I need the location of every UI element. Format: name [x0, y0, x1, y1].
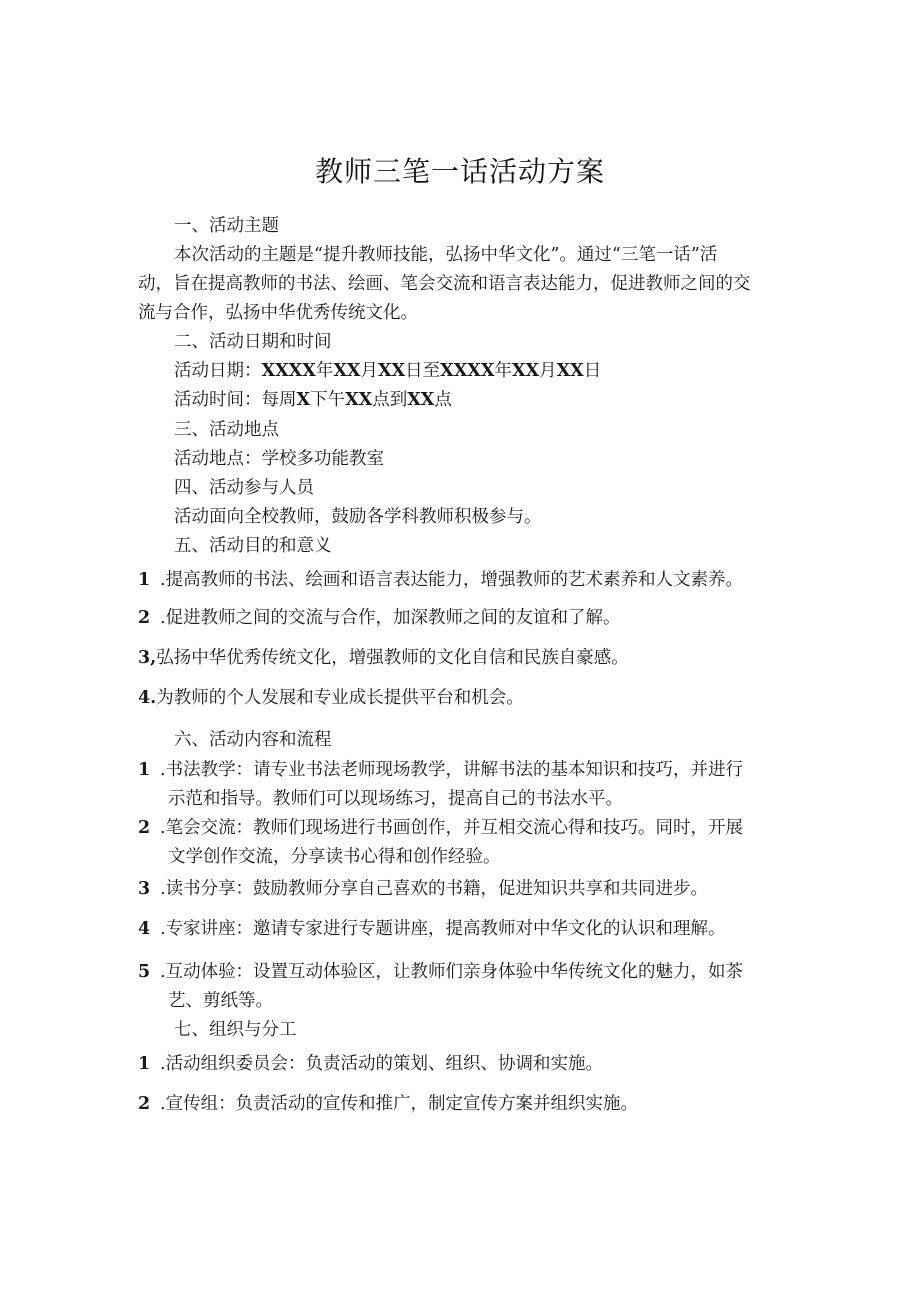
location-line: 活动地点：学校多功能教室 — [174, 449, 384, 469]
paragraph-line: 流与合作，弘扬中华优秀传统文化。 — [138, 303, 418, 323]
section-heading-organization: 七、组织与分工 — [174, 1020, 297, 1040]
section-heading-purpose: 五、活动目的和意义 — [174, 536, 332, 556]
date-unit: 年 — [315, 361, 334, 381]
list-text: .宣传组：负责活动的宣传和推广，制定宣传方案并组织实施。 — [160, 1094, 639, 1114]
list-number: 2 — [138, 818, 151, 838]
list-item-continuation: 艺、剪纸等。 — [168, 991, 273, 1011]
placeholder-day: XX — [556, 361, 584, 381]
list-item — [138, 1052, 603, 1076]
section-heading-date: 二、活动日期和时间 — [174, 332, 332, 352]
list-number: 1 — [138, 1054, 151, 1074]
activity-date-line — [174, 359, 601, 383]
section-heading-theme: 一、活动主题 — [174, 216, 279, 236]
list-number: 3 — [138, 879, 151, 899]
list-text: .互动体验：设置互动体验区，让教师们亲身体验中华传统文化的魅力，如茶 — [160, 962, 744, 982]
list-number: 4 — [138, 919, 151, 939]
list-text: .专家讲座：邀请专家进行专题讲座，提高教师对中华文化的认识和理解。 — [160, 919, 726, 939]
list-item-continuation: 文学创作交流，分享读书心得和创作经验。 — [168, 847, 501, 867]
list-item — [138, 758, 743, 782]
placeholder-hour: XX — [345, 390, 373, 410]
date-unit: 月 — [539, 361, 557, 381]
placeholder-hour: XX — [407, 390, 435, 410]
time-unit: 点 — [434, 390, 452, 410]
list-text: .活动组织委员会：负责活动的策划、组织、协调和实施。 — [160, 1054, 604, 1074]
list-number: 1 — [138, 570, 151, 590]
list-number: 5 — [138, 962, 151, 982]
activity-time-line — [174, 388, 452, 412]
list-number: 2 — [138, 608, 151, 628]
list-text: 弘扬中华优秀传统文化，增强教师的文化自信和民族自豪感。 — [156, 648, 629, 668]
list-number: 4. — [138, 688, 157, 708]
paragraph-line: 动，旨在提高教师的书法、绘画、笔会交流和语言表达能力，促进教师之间的交 — [138, 274, 751, 294]
list-item — [138, 917, 726, 941]
list-text: .读书分享：鼓励教师分享自己喜欢的书籍，促进知识共享和共同进步。 — [160, 879, 709, 899]
section-heading-participants: 四、活动参与人员 — [174, 478, 314, 498]
document-title: 教师三笔一话活动方案 — [314, 155, 605, 188]
section-heading-location: 三、活动地点 — [174, 420, 279, 440]
time-label: 活动时间：每周 — [174, 390, 297, 410]
list-text: .提高教师的书法、绘画和语言表达能力，增强教师的艺术素养和人文素养。 — [160, 570, 744, 590]
placeholder-year: XXXX — [440, 361, 495, 381]
list-number: 2 — [138, 1094, 151, 1114]
list-item — [138, 568, 743, 592]
time-unit: 点到 — [372, 390, 408, 410]
list-item-continuation: 示范和指导。教师们可以现场练习，提高自己的书法水平。 — [168, 789, 623, 809]
paragraph-line: 本次活动的主题是“提升教师技能，弘扬中华文化”。通过“三笔一话”活 — [174, 245, 718, 265]
list-item — [138, 646, 629, 670]
placeholder-weekday: X — [296, 390, 311, 410]
list-text: .促进教师之间的交流与合作，加深教师之间的友谊和了解。 — [160, 608, 621, 628]
time-unit: 下午 — [310, 390, 346, 410]
placeholder-month: XX — [511, 361, 540, 381]
participants-line: 活动面向全校教师，鼓励各学科教师积极参与。 — [174, 507, 542, 527]
list-text: .书法教学：请专业书法老师现场教学，讲解书法的基本知识和技巧，并进行 — [160, 760, 744, 780]
placeholder-day: XX — [377, 361, 406, 381]
list-item — [138, 606, 621, 630]
date-unit: 日 — [583, 361, 602, 381]
section-heading-content: 六、活动内容和流程 — [174, 730, 332, 750]
date-unit: 月 — [360, 361, 378, 381]
list-item — [138, 816, 743, 840]
list-item — [138, 960, 743, 984]
list-item — [138, 877, 708, 901]
date-unit: 年 — [494, 361, 512, 381]
list-item — [138, 1092, 638, 1116]
list-text: 为教师的个人发展和专业成长提供平台和机会。 — [156, 688, 524, 708]
list-text: .笔会交流：教师们现场进行书画创作，并互相交流心得和技巧。同时，开展 — [160, 818, 744, 838]
date-label: 活动日期： — [174, 361, 262, 381]
list-number: 1 — [138, 760, 151, 780]
placeholder-year: XXXX — [261, 361, 316, 381]
list-number: 3, — [138, 648, 157, 668]
list-item — [138, 686, 524, 710]
placeholder-month: XX — [333, 361, 361, 381]
date-unit: 日至 — [405, 361, 441, 381]
